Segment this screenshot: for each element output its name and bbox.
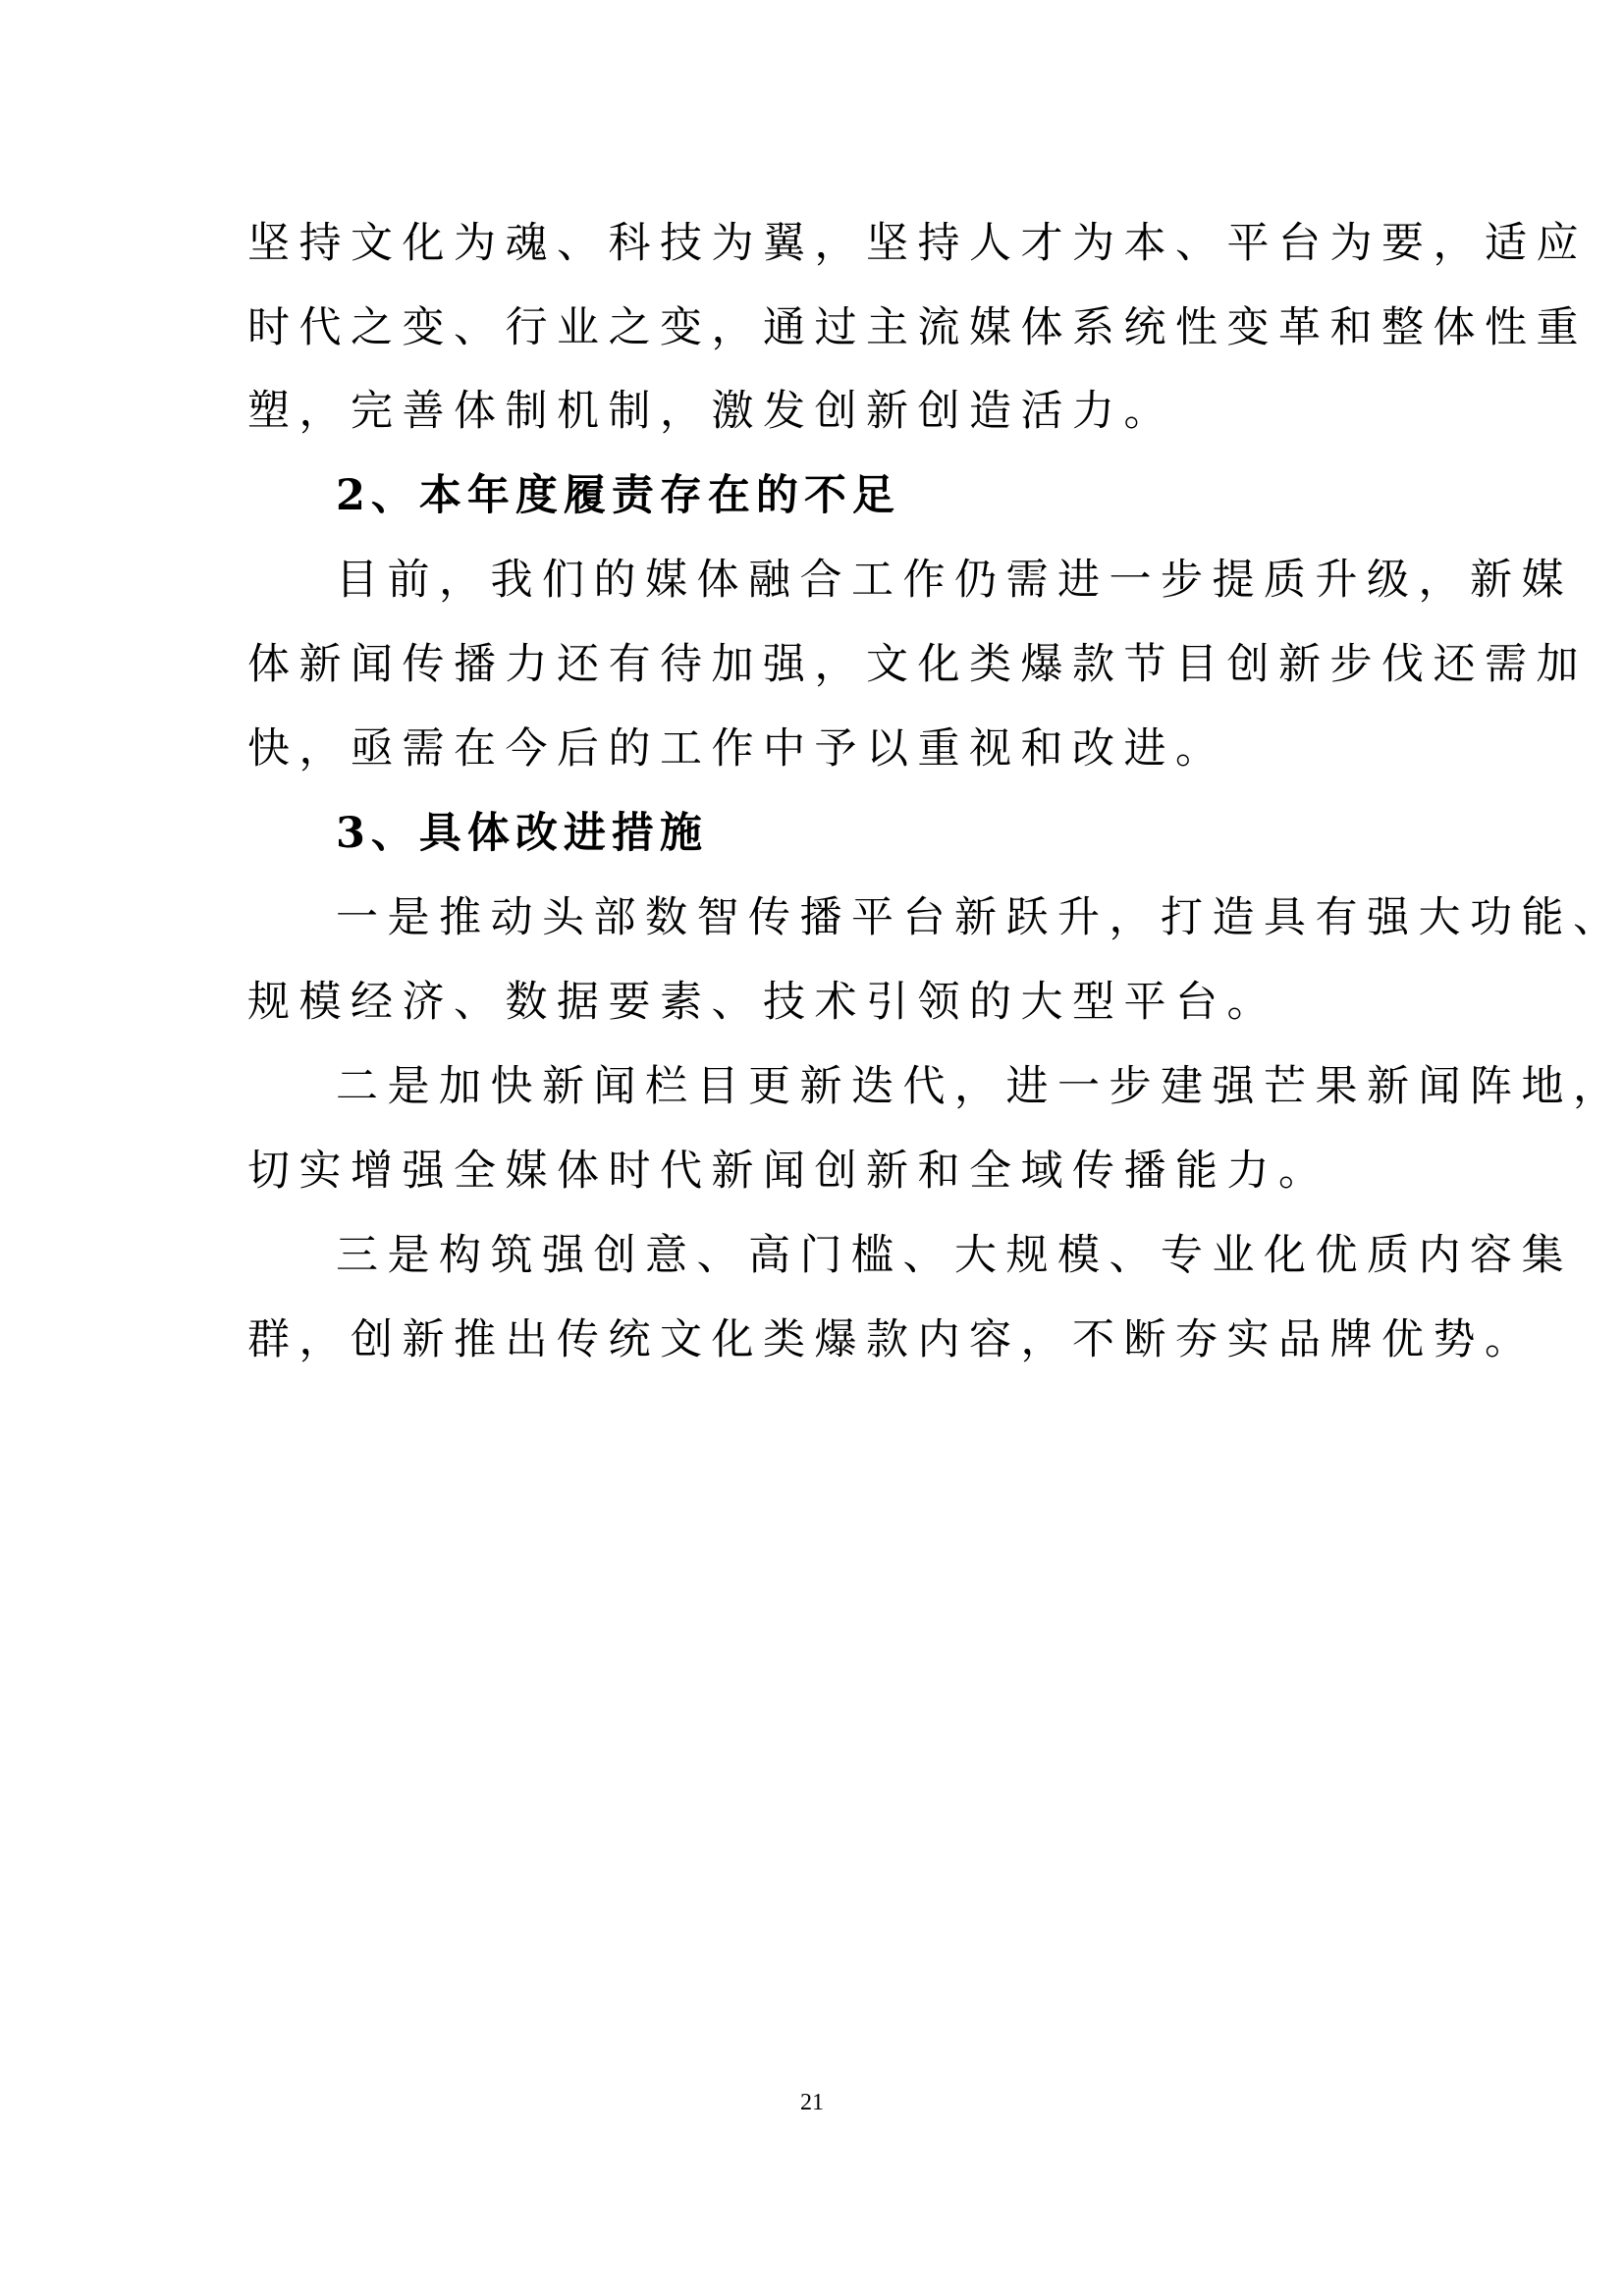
paragraph-line: 二是加快新闻栏目更新迭代，进一步建强芒果新闻阵地， xyxy=(336,1062,1624,1111)
page-number: 21 xyxy=(800,2090,824,2115)
paragraph-line: 时代之变、行业之变，通过主流媒体系统性变革和整体性重 xyxy=(247,303,1588,352)
paragraph-line: 一是推动头部数智传播平台新跃升，打造具有强大功能、 xyxy=(336,893,1624,942)
paragraph-line: 切实增强全媒体时代新闻创新和全域传播能力。 xyxy=(247,1147,1330,1196)
paragraph-line: 快，亟需在今后的工作中予以重视和改进。 xyxy=(247,724,1227,774)
paragraph-line: 群，创新推出传统文化类爆款内容，不断夯实品牌优势。 xyxy=(247,1315,1537,1364)
paragraph-line: 规模经济、数据要素、技术引领的大型平台。 xyxy=(247,978,1278,1027)
paragraph-line: 三是构筑强创意、高门槛、大规模、专业化优质内容集 xyxy=(336,1231,1573,1280)
paragraph-line: 体新闻传播力还有待加强，文化类爆款节目创新步伐还需加 xyxy=(247,640,1588,689)
section-heading: 3、具体改进措施 xyxy=(336,809,708,858)
paragraph-line: 目前，我们的媒体融合工作仍需进一步提质升级，新媒 xyxy=(336,556,1573,605)
section-heading: 2、本年度履责存在的不足 xyxy=(336,471,900,520)
paragraph-line: 坚持文化为魂、科技为翼，坚持人才为本、平台为要，适应 xyxy=(247,219,1588,268)
paragraph-line: 塑，完善体制机制，激发创新创造活力。 xyxy=(247,387,1175,436)
